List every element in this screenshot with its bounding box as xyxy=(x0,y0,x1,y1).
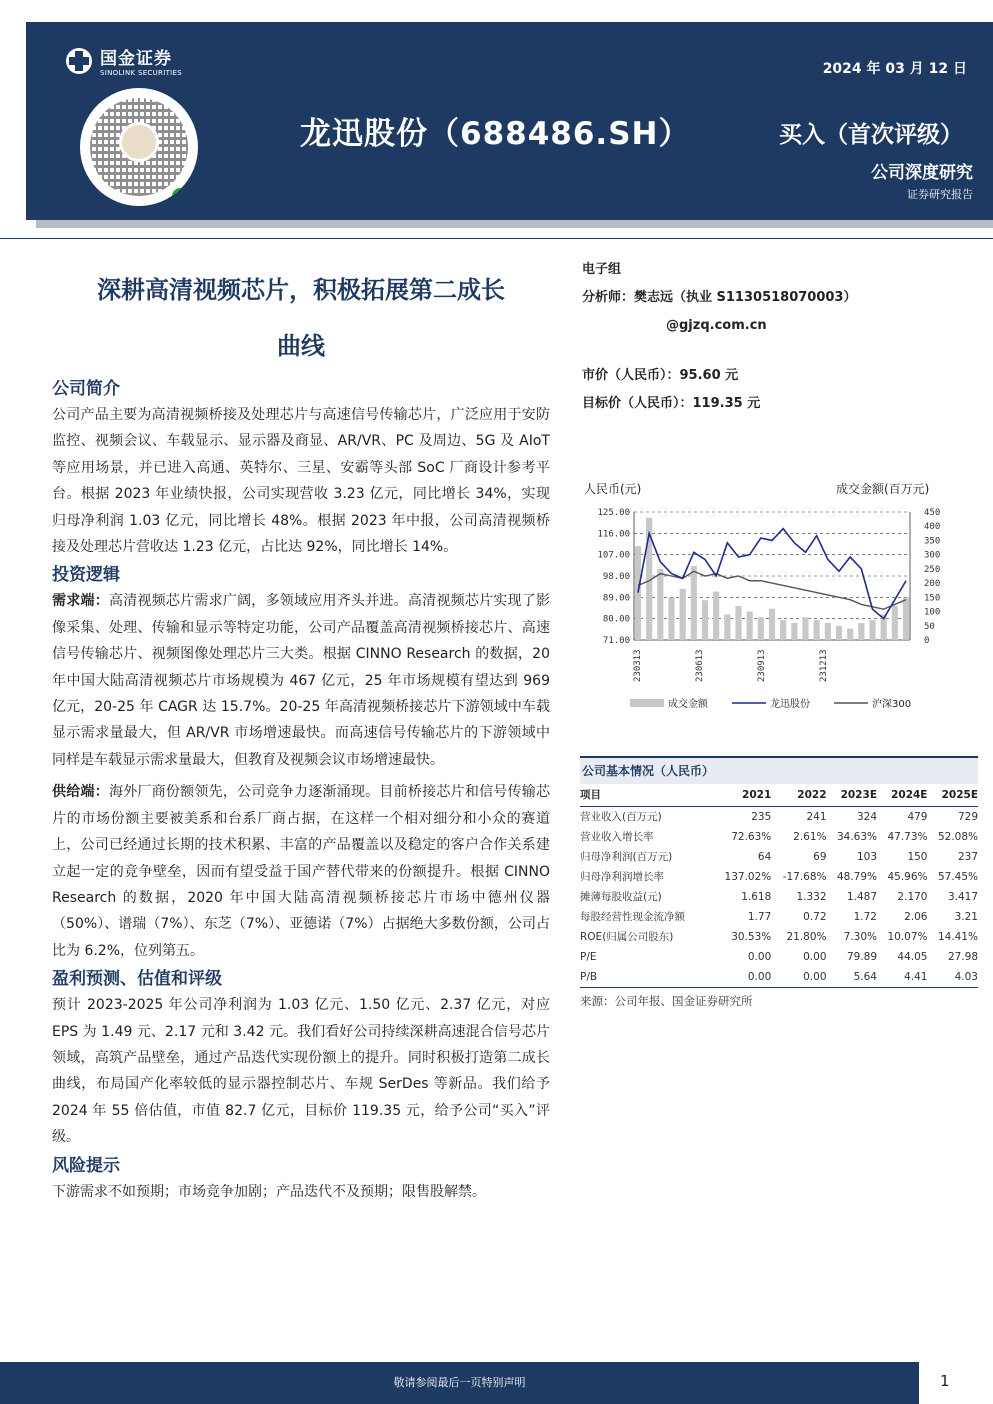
company-logo xyxy=(66,44,182,77)
volume-bar xyxy=(657,569,663,640)
table-cell: 47.73% xyxy=(887,831,928,843)
table-cell: 479 xyxy=(907,811,928,823)
market-price: 市价（人民币）：95.60 元 xyxy=(582,368,739,383)
table-cell: 0.00 xyxy=(747,951,772,963)
rating: 买入（首次评级） xyxy=(779,122,963,148)
table-cell: 2.61% xyxy=(793,831,827,843)
table-cell: 34.63% xyxy=(836,831,877,843)
col-header: 项目 xyxy=(580,784,712,807)
industry-group: 电子组 xyxy=(582,262,622,277)
logo-cn: 国金证券 xyxy=(100,49,172,69)
table-cell: 52.08% xyxy=(937,831,978,843)
volume-bar xyxy=(869,620,875,640)
price-chart-svg xyxy=(574,478,980,718)
table-cell: 45.96% xyxy=(887,871,928,883)
main-content xyxy=(52,262,550,1205)
table-header-row xyxy=(580,784,978,807)
volume-bar xyxy=(691,566,697,640)
volume-bar xyxy=(680,589,686,640)
table-source: 来源：公司年报、国金证券研究所 xyxy=(580,994,753,1008)
y-right-tick-label: 300 xyxy=(924,550,941,561)
company-intro-text: 公司产品主要为高清视频桥接及处理芯片与高速信号传输芯片，广泛应用于安防监控、视频会议、车载显示、显示器及商显、AR/VR、PC 及周边、5G 及 AIoT 等应用场景，并已进入高通、英特尔、三星、安霸等头部 SoC 厂商设计参考平台。根据 2023 年业绩快报，公司实现营收 3.23 亿元，同比增长 34%，实现归母净利润 1.03 亿元，同比增长 48%。根据 2023 年中报，公司高清视频桥接及处理芯片营收达 1.23 亿元，占比达 92%，同比增长 14%。 xyxy=(52,407,550,556)
footer-notice: 敬请参阅最后一页特别声明 xyxy=(0,1362,919,1404)
y-right-tick-label: 450 xyxy=(924,508,941,518)
y-right-tick-label: 150 xyxy=(924,593,941,604)
table-cell: 57.45% xyxy=(937,871,978,883)
header-banner xyxy=(26,22,993,220)
table-row xyxy=(580,827,978,847)
legend-label-stock: 龙迅股份 xyxy=(770,699,810,710)
logo-mark-icon xyxy=(66,48,92,74)
y-right-tick-label: 400 xyxy=(924,522,941,533)
col-header: 2022 xyxy=(771,784,826,807)
logo-en: SINOLINK SECURITIES xyxy=(100,69,182,77)
table-cell: 1.618 xyxy=(741,891,772,903)
y-right-tick-label: 0 xyxy=(924,636,930,646)
table-cell: 30.53% xyxy=(731,931,772,943)
table-cell: 150 xyxy=(907,851,928,863)
volume-bar xyxy=(735,606,741,640)
legend-label-volume: 成交金额 xyxy=(668,699,708,710)
table-cell: 4.03 xyxy=(927,967,978,988)
financial-table xyxy=(580,784,978,988)
table-cell: 72.63% xyxy=(731,831,772,843)
report-type: 公司深度研究 xyxy=(871,163,973,183)
volume-bar xyxy=(668,597,674,640)
table-cell: 48.79% xyxy=(836,871,877,883)
volume-bar xyxy=(702,600,708,640)
supply-keyword: 供给端： xyxy=(52,784,109,801)
table-cell: 3.21 xyxy=(954,911,978,923)
table-row xyxy=(580,807,978,828)
table-cell: 103 xyxy=(856,851,877,863)
table-cell: 14.41% xyxy=(937,931,978,943)
legend-label-index: 沪深300 xyxy=(872,699,912,710)
table-cell: 44.05 xyxy=(897,951,928,963)
x-tick-label: 230313 xyxy=(633,649,643,682)
qr-code-icon[interactable] xyxy=(80,88,198,206)
table-cell: 2.170 xyxy=(897,891,928,903)
volume-bar xyxy=(791,623,797,640)
y-axis-left-title: 人民币(元) xyxy=(584,482,642,496)
stock-title: 龙迅股份（688486.SH） xyxy=(300,116,691,152)
table-row xyxy=(580,947,978,967)
table-cell: 1.77 xyxy=(747,911,772,923)
legend-swatch-volume xyxy=(630,699,664,707)
volume-bar xyxy=(836,626,842,640)
table-row xyxy=(580,907,978,927)
table-cell: 0.00 xyxy=(803,951,827,963)
table-row xyxy=(580,847,978,867)
y-left-tick-label: 89.00 xyxy=(602,593,630,604)
table-cell: 137.02% xyxy=(724,871,772,883)
table-cell: 241 xyxy=(806,811,827,823)
report-title-line-2: 曲线 xyxy=(277,332,325,360)
row-label: 归母净利润(百万元) xyxy=(580,851,673,863)
report-date: 2024 年 03 月 12 日 xyxy=(822,61,967,77)
table-cell: 0.00 xyxy=(712,967,771,988)
analyst: 分析师：樊志远（执业 S1130518070003） xyxy=(582,290,857,305)
y-left-tick-label: 107.00 xyxy=(597,550,630,561)
target-price: 目标价（人民币）：119.35 元 xyxy=(582,396,761,411)
table-cell: 729 xyxy=(957,811,978,823)
y-right-tick-label: 200 xyxy=(924,579,941,590)
table-cell: 235 xyxy=(751,811,772,823)
y-right-tick-label: 100 xyxy=(924,607,941,618)
table-cell: 4.41 xyxy=(877,967,927,988)
y-right-tick-label: 50 xyxy=(924,621,935,632)
table-cell: 0.00 xyxy=(771,967,826,988)
volume-bar xyxy=(892,606,898,640)
demand-keyword: 需求端： xyxy=(52,593,109,610)
analyst-email[interactable]: @gjzq.com.cn xyxy=(666,318,767,333)
price-chart xyxy=(574,478,980,718)
supply-text: 海外厂商份额领先，公司竞争力逐渐涌现。目前桥接芯片和信号传输芯片的市场份额主要被美系和台系厂商占据，在这样一个相对细分和小众的赛道上，公司已经通过长期的技术积累、丰富的产品覆盖以及稳定的客户合作关系建立起一定的竞争壁垒，因而有望受益于国产替代带来的份额提升。根据 CINNO Research 的数据，2020 年中国大陆高清视频桥接芯片市场中德州仪器（50%）、谱瑞（7%）、东芝（7%）、亚德诺（7%）占据绝大多数份额，公司占比为 6.2%，位列第五。 xyxy=(52,784,551,959)
volume-bar xyxy=(635,546,641,640)
row-label: 营业收入增长率 xyxy=(580,831,654,843)
volume-bar xyxy=(758,617,764,640)
volume-bar xyxy=(903,597,909,640)
table-cell: -17.68% xyxy=(782,871,827,883)
y-left-tick-label: 80.00 xyxy=(602,614,630,625)
table-cell: 2.06 xyxy=(904,911,928,923)
sidebar-info xyxy=(582,256,980,418)
col-header: 2025E xyxy=(927,784,978,807)
header-divider xyxy=(0,238,993,239)
table-cell: 79.89 xyxy=(846,951,877,963)
volume-bar xyxy=(780,620,786,640)
section-investment-logic: 投资逻辑 xyxy=(52,565,120,586)
y-right-tick-label: 250 xyxy=(924,564,941,575)
table-cell: 0.72 xyxy=(803,911,827,923)
demand-text: 高清视频芯片需求广阔，多领域应用齐头并进。高清视频芯片实现了影像采集、处理、传输和显示等特定功能，公司产品覆盖高清视频桥接芯片、高速信号传输芯片、视频图像处理芯片三大类。根据 CINNO Research 的数据，20 年中国大陆高清视频芯片市场规模为 467 亿元，25 年市场规模有望达到 969 亿元，20-25 年 CAGR 达 15.7%。20-25 年高清视频桥接芯片下游领域中车载显示需求量最大，但 AR/VR 市场增速最快。而高速信号传输芯片的下游领域中同样是车载显示需求量最大，但教育及视频会议市场增速最快。 xyxy=(52,593,551,768)
volume-bar xyxy=(847,629,853,640)
table-cell: 1.487 xyxy=(846,891,877,903)
table-body xyxy=(580,807,978,988)
section-company-intro: 公司简介 xyxy=(52,379,120,399)
forecast-text: 预计 2023-2025 年公司净利润为 1.03 亿元、1.50 亿元、2.37 亿元，对应 EPS 为 1.49 元、2.17 元和 3.42 元。我们看好公司持续深耕高速混合信号芯片领域，高筑产品壁垒，通过产品迭代实现份额上的提升。同时积极打造第二成长曲线，布局国产化率较低的显示器控制芯片、车规 SerDes 等新品。我们给予 2024 年 55 倍估值，市值 82.7 亿元，目标价 119.35 元，给予公司“买入”评级。 xyxy=(52,997,550,1146)
table-cell: 237 xyxy=(957,851,978,863)
col-header: 2023E xyxy=(827,784,877,807)
report-subtype: 证券研究报告 xyxy=(907,188,973,201)
demand-paragraph xyxy=(52,588,550,773)
section-forecast: 盈利预测、估值和评级 xyxy=(52,969,222,990)
table-cell: 5.64 xyxy=(827,967,877,988)
x-tick-label: 230913 xyxy=(757,649,767,682)
table-cell: 7.30% xyxy=(843,931,877,943)
y-axis-right-title: 成交金额(百万元) xyxy=(836,482,930,496)
y-left-tick-label: 71.00 xyxy=(602,636,630,646)
y-left-tick-label: 125.00 xyxy=(597,508,630,518)
volume-bar xyxy=(713,592,719,640)
table-cell: 69 xyxy=(813,851,827,863)
col-header: 2021 xyxy=(712,784,771,807)
section-risk: 风险提示 xyxy=(52,1155,120,1176)
table-title: 公司基本情况（人民币） xyxy=(580,756,978,784)
y-left-tick-label: 98.00 xyxy=(602,572,630,582)
table-cell: 1.72 xyxy=(853,911,877,923)
volume-bar xyxy=(724,614,730,640)
table-cell: 64 xyxy=(757,851,772,863)
x-tick-label: 231213 xyxy=(819,649,829,682)
col-header: 2024E xyxy=(877,784,927,807)
table-row xyxy=(580,967,978,988)
table-cell: 27.98 xyxy=(947,951,978,963)
y-right-tick-label: 350 xyxy=(924,536,941,547)
table-cell: 21.80% xyxy=(786,931,827,943)
row-label: P/E xyxy=(580,951,597,963)
volume-bar xyxy=(769,609,775,640)
table-cell: 10.07% xyxy=(887,931,928,943)
volume-bar xyxy=(825,623,831,640)
risk-text: 下游需求不如预期；市场竞争加剧；产品迭代不及预期；限售股解禁。 xyxy=(52,1183,486,1200)
table-cell: 3.417 xyxy=(947,891,978,903)
page-number: 1 xyxy=(940,1372,950,1390)
row-label: P/B xyxy=(580,967,712,988)
row-label: 摊薄每股收益(元) xyxy=(580,891,662,903)
basic-info-table xyxy=(580,756,978,1014)
row-label: 归母净利润增长率 xyxy=(580,871,664,883)
row-label: 每股经营性现金流净额 xyxy=(580,911,685,923)
x-tick-label: 230613 xyxy=(695,649,705,682)
table-row xyxy=(580,927,978,947)
volume-bar xyxy=(747,612,753,640)
volume-bar xyxy=(858,623,864,640)
report-title-line-1: 深耕高清视频芯片，积极拓展第二成长 xyxy=(97,276,505,304)
table-cell: 1.332 xyxy=(796,891,827,903)
volume-bar xyxy=(814,620,820,640)
table-row xyxy=(580,867,978,887)
table-row xyxy=(580,887,978,907)
volume-bar xyxy=(802,617,808,640)
table-cell: 324 xyxy=(856,811,877,823)
row-label: ROE(归属公司股东) xyxy=(580,931,674,943)
y-left-tick-label: 116.00 xyxy=(597,529,630,540)
row-label: 营业收入(百万元) xyxy=(580,811,662,823)
supply-paragraph xyxy=(52,779,550,964)
